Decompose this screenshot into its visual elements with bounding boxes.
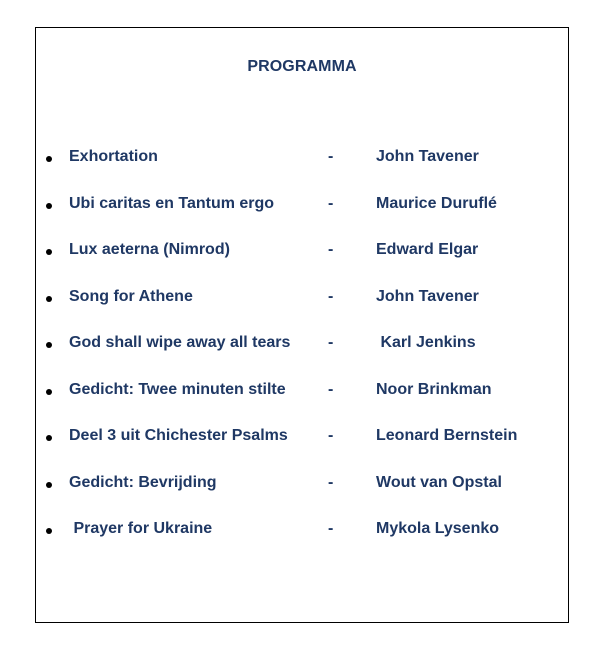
composer-name: Karl Jenkins (376, 334, 476, 351)
composer-name: Mykola Lysenko (376, 520, 500, 537)
piece-title: Deel 3 uit Chichester Psalms (69, 427, 288, 444)
bullet-icon (46, 342, 52, 348)
separator-dash: - (328, 520, 334, 537)
bullet-icon (46, 435, 52, 441)
bullet-icon (46, 296, 52, 302)
piece-title: Lux aeterna (Nimrod) (69, 241, 230, 258)
separator-dash: - (328, 380, 334, 398)
list-item (36, 195, 568, 242)
bullet-icon (46, 528, 52, 534)
list-item (36, 334, 568, 381)
composer-name: Leonard Bernstein (376, 427, 518, 444)
piece-title: Gedicht: Bevrijding (69, 473, 217, 491)
bullet-icon (46, 482, 52, 488)
separator-dash: - (328, 427, 334, 444)
separator-dash: - (328, 334, 334, 351)
composer-name: Edward Elgar (376, 241, 479, 258)
list-item (36, 288, 568, 335)
piece-title: Song for Athene (69, 287, 193, 305)
page-title: PROGRAMMA (247, 58, 357, 75)
composer-name: John Tavener (376, 148, 479, 165)
list-item (36, 474, 568, 521)
separator-dash: - (328, 287, 334, 305)
piece-title: Ubi caritas en Tantum ergo (69, 194, 275, 212)
piece-title: God shall wipe away all tears (69, 334, 291, 351)
list-item (36, 427, 568, 474)
bullet-icon (46, 156, 52, 162)
list-item (36, 241, 568, 288)
program-frame (35, 27, 569, 623)
separator-dash: - (328, 241, 334, 258)
list-item (36, 381, 568, 428)
composer-name: Noor Brinkman (376, 380, 492, 398)
list-item (36, 520, 568, 567)
program-list (36, 148, 568, 567)
separator-dash: - (328, 473, 334, 491)
bullet-icon (46, 389, 52, 395)
composer-name: Maurice Duruflé (376, 194, 497, 212)
list-item (36, 148, 568, 195)
piece-title: Exhortation (69, 148, 158, 165)
composer-name: Wout van Opstal (376, 473, 502, 491)
bullet-icon (46, 203, 52, 209)
piece-title: Gedicht: Twee minuten stilte (69, 380, 286, 398)
separator-dash: - (328, 194, 334, 212)
bullet-icon (46, 249, 52, 255)
separator-dash: - (328, 148, 334, 165)
piece-title: Prayer for Ukraine (69, 520, 213, 537)
composer-name: John Tavener (376, 287, 479, 305)
